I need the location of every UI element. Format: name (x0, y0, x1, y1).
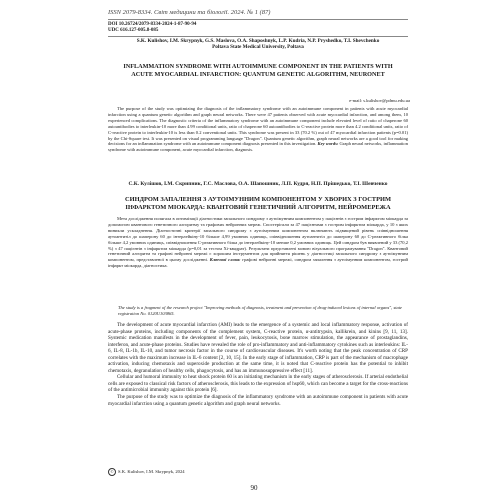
page-number: 90 (250, 484, 258, 492)
body-paragraph-2: Cellular and humoral immunity to heat shock protein 60 is an initiating mechanism in the early stages of atherosclerosis. If arterial endothelial cells are exposed to classical risk factors of atherosclerosis, this leads to the expression of hsp60, which can become a target for the cross-reactions of the antimicrobial immunity against this protein [6]. (108, 374, 408, 394)
keywords-en: Graph neural networks, inflammation syndrome with autoimmune component, acute myocardial infarction, diagnosis. (108, 141, 408, 153)
abstract-en (108, 106, 408, 153)
copyright-icon: © (108, 468, 116, 476)
copyright-line (108, 468, 408, 476)
study-note: The study is a fragment of the research project "Improving methods of diagnosis, treatment and prevention of drug-induced lesions of internal organs", state registration No. 0120U103865. (118, 305, 402, 316)
copyright-text: S.K. Kulishov, I.M. Skrypnyk, 2024 (118, 469, 185, 475)
running-header: ISSN 2079-8334. Світ медицини та біології. 2024. № 1 (87) (108, 9, 271, 16)
keywords-ua-label: Ключові слова: (209, 257, 241, 263)
authors-block-en (108, 38, 408, 51)
doi-line[interactable]: DOI 10.26724/2079-8334-2024-1-87-90-94 (108, 22, 197, 27)
udc-line: UDC 616.127-005.8-085 (108, 28, 159, 34)
affiliation-en: Poltava State Medical University, Poltava (212, 44, 304, 51)
authors-en: S.K. Kulishov, I.M. Skrypnyk, G.S. Maslova, O.A. Shaposhnyk, L.P. Kudria, N.P. Pryshedko, T.I. Shevchenko (136, 38, 380, 44)
contact-email[interactable]: e-mail: s.kulishov@pdmu.edu.ua (349, 98, 410, 103)
body-paragraph-3: The purpose of the study was to optimize the diagnosis of the inflammatory syndrome with an autoimmune component in patients with acute myocardial infarction using a quantum genetic algorithm and graph neural networks. (108, 394, 408, 407)
abstract-en-text: The purpose of the study was optimizing the diagnosis of the inflammatory syndrome with an autoimmune component in patients with acute myocardial infarction using a quantum genetic algorithm and graph neural networks. There were 47 patients observed with acute myocardial infarction, and among them, 10 experienced complications. The diagnostic criteria of the inflammatory syndrome with an autoimmune component include elevated level of ratio of chaperone 60 autoantibodies to interleukin-10 more than 4.99 conditional units, ratio of chaperone 60 autoantibodies to C-reactive protein more than 4.2 conditional units, ratio of C-reactive protein to interleukin-10 is less than 0.2 conventional units. This syndrome was present in 33 (70.2 %) out of 47 myocardial infarction patients (p=0.01) by the Chi-Square test. It was presented on visual programming language "Dragon". Quantum genetic algorithm, graph neural networks are a good tool for making decisions for an inflammation syndrome with an autoimmune component diagnosis presented in this investigation. (108, 106, 408, 147)
keywords-en-label: Key words: (317, 141, 339, 147)
article-body (108, 322, 408, 407)
abstract-ua (108, 216, 408, 269)
keywords-ua: графові нейронні мережі, синдром запалення з аутоімунним компонентом, гострий інфаркт міокарда, діагностика. (108, 257, 408, 269)
authors-ua: С.К. Кулішов, І.М. Скрипник, Г.С. Маслова, О.А. Шапошник, Л.П. Кудря, Н.П. Прішедько, Т.І. Шевченко (128, 181, 388, 187)
body-paragraph-1: The development of acute myocardial infarction (AMI) leads to the emergence of a systemic and local inflammatory response, activation of acute-phase proteins, including components of the complement system, C-reactive protein, α-antitrypsin, kallikrein, and kinins [9, 11, 13]. Systemic medication manifests in the development of fever, pain, leukocytosis, bone marrow stimulation, the appearance of prostaglandins, interferon, and acute-phase proteins. Studies have revealed the role of pro-inflammatory and anti-inflammatory cytokines such as interleukins: IL-6, IL-8, IL-1b, IL-10, and tumor necrosis factor in the course of cardiovascular diseases. It's worth noting that the peak concentration of CRP correlates with the maximum increase in IL-6 content [2, 10, 15]. In the early stage of inflammation, CRP is part of the mechanism of macrophage activation, inducing chemotaxis and superoxide production at the same time, it is noted that C-reactive protein has the potential to inhibit chemotaxis, degranulation of healthy cells, phagocytosis, and has an immunosuppressive effect [11]. (108, 322, 408, 374)
header-rule (108, 19, 408, 20)
article-title-ua: СИНДРОМ ЗАПАЛЕННЯ З АУТОІМУННИМ КОМПОНЕНТОМ У ХВОРИХ З ГОСТРИМ ІНФАРКТОМ МІОКАРДА: КВАНТОВИЙ ГЕНЕТИЧНИЙ АЛГОРИТМ, НЕЙРОМЕРЕЖА (125, 196, 391, 211)
article-title-en: INFLAMMATION SYNDROME WITH AUTOIMMUNE COMPONENT IN THE PATIENTS WITH ACUTE MYOCARDIAL INFARCTION: QUANTUM GENETIC ALGORITHM, NEURONET (123, 63, 393, 78)
ids-rule (108, 36, 408, 37)
abstract-ua-text: Мета дослідження полягала в оптимізації діагностики запального синдрому з аутоімунним компонентом у пацієнтів з гострим інфарктом міокарда за допомогою квантового генетичного алгоритму та графових нейронних мереж. Спостерігали за 47 пацієнтами з гострим інфарктом міокарда, у 10 з яких виникли ускладнення. Діагностичні критерії запального синдрому з аутоімунним компонентом включають підвищений рівень співвідношення аутоантитіл до шаперону 60 до інтерлейкіну-10 більше 4,99 умовних одиниць, співвідношення аутоантитіл до шаперону 60 до С-реактивного білка більше 4,2 умовних одиниць, співвідношення С-реактивного білка до інтерлейкіну-10 менше 0,2 умовних одиниць. Цей синдром був виявлений у 33 (70,2 %) з 47 пацієнтів з інфарктом міокарда (p=0,01 за тестом Хі-квадрат). Результати представлені мовою візуального програмування "Dragon". Квантовий генетичний алгоритм та графові нейронні мережі є хорошим інструментом для прийняття рішень у діагностиці запального синдрому з аутоімунним компонентом, представленої в цьому дослідженні. (108, 216, 408, 263)
article-identifiers (108, 22, 308, 35)
